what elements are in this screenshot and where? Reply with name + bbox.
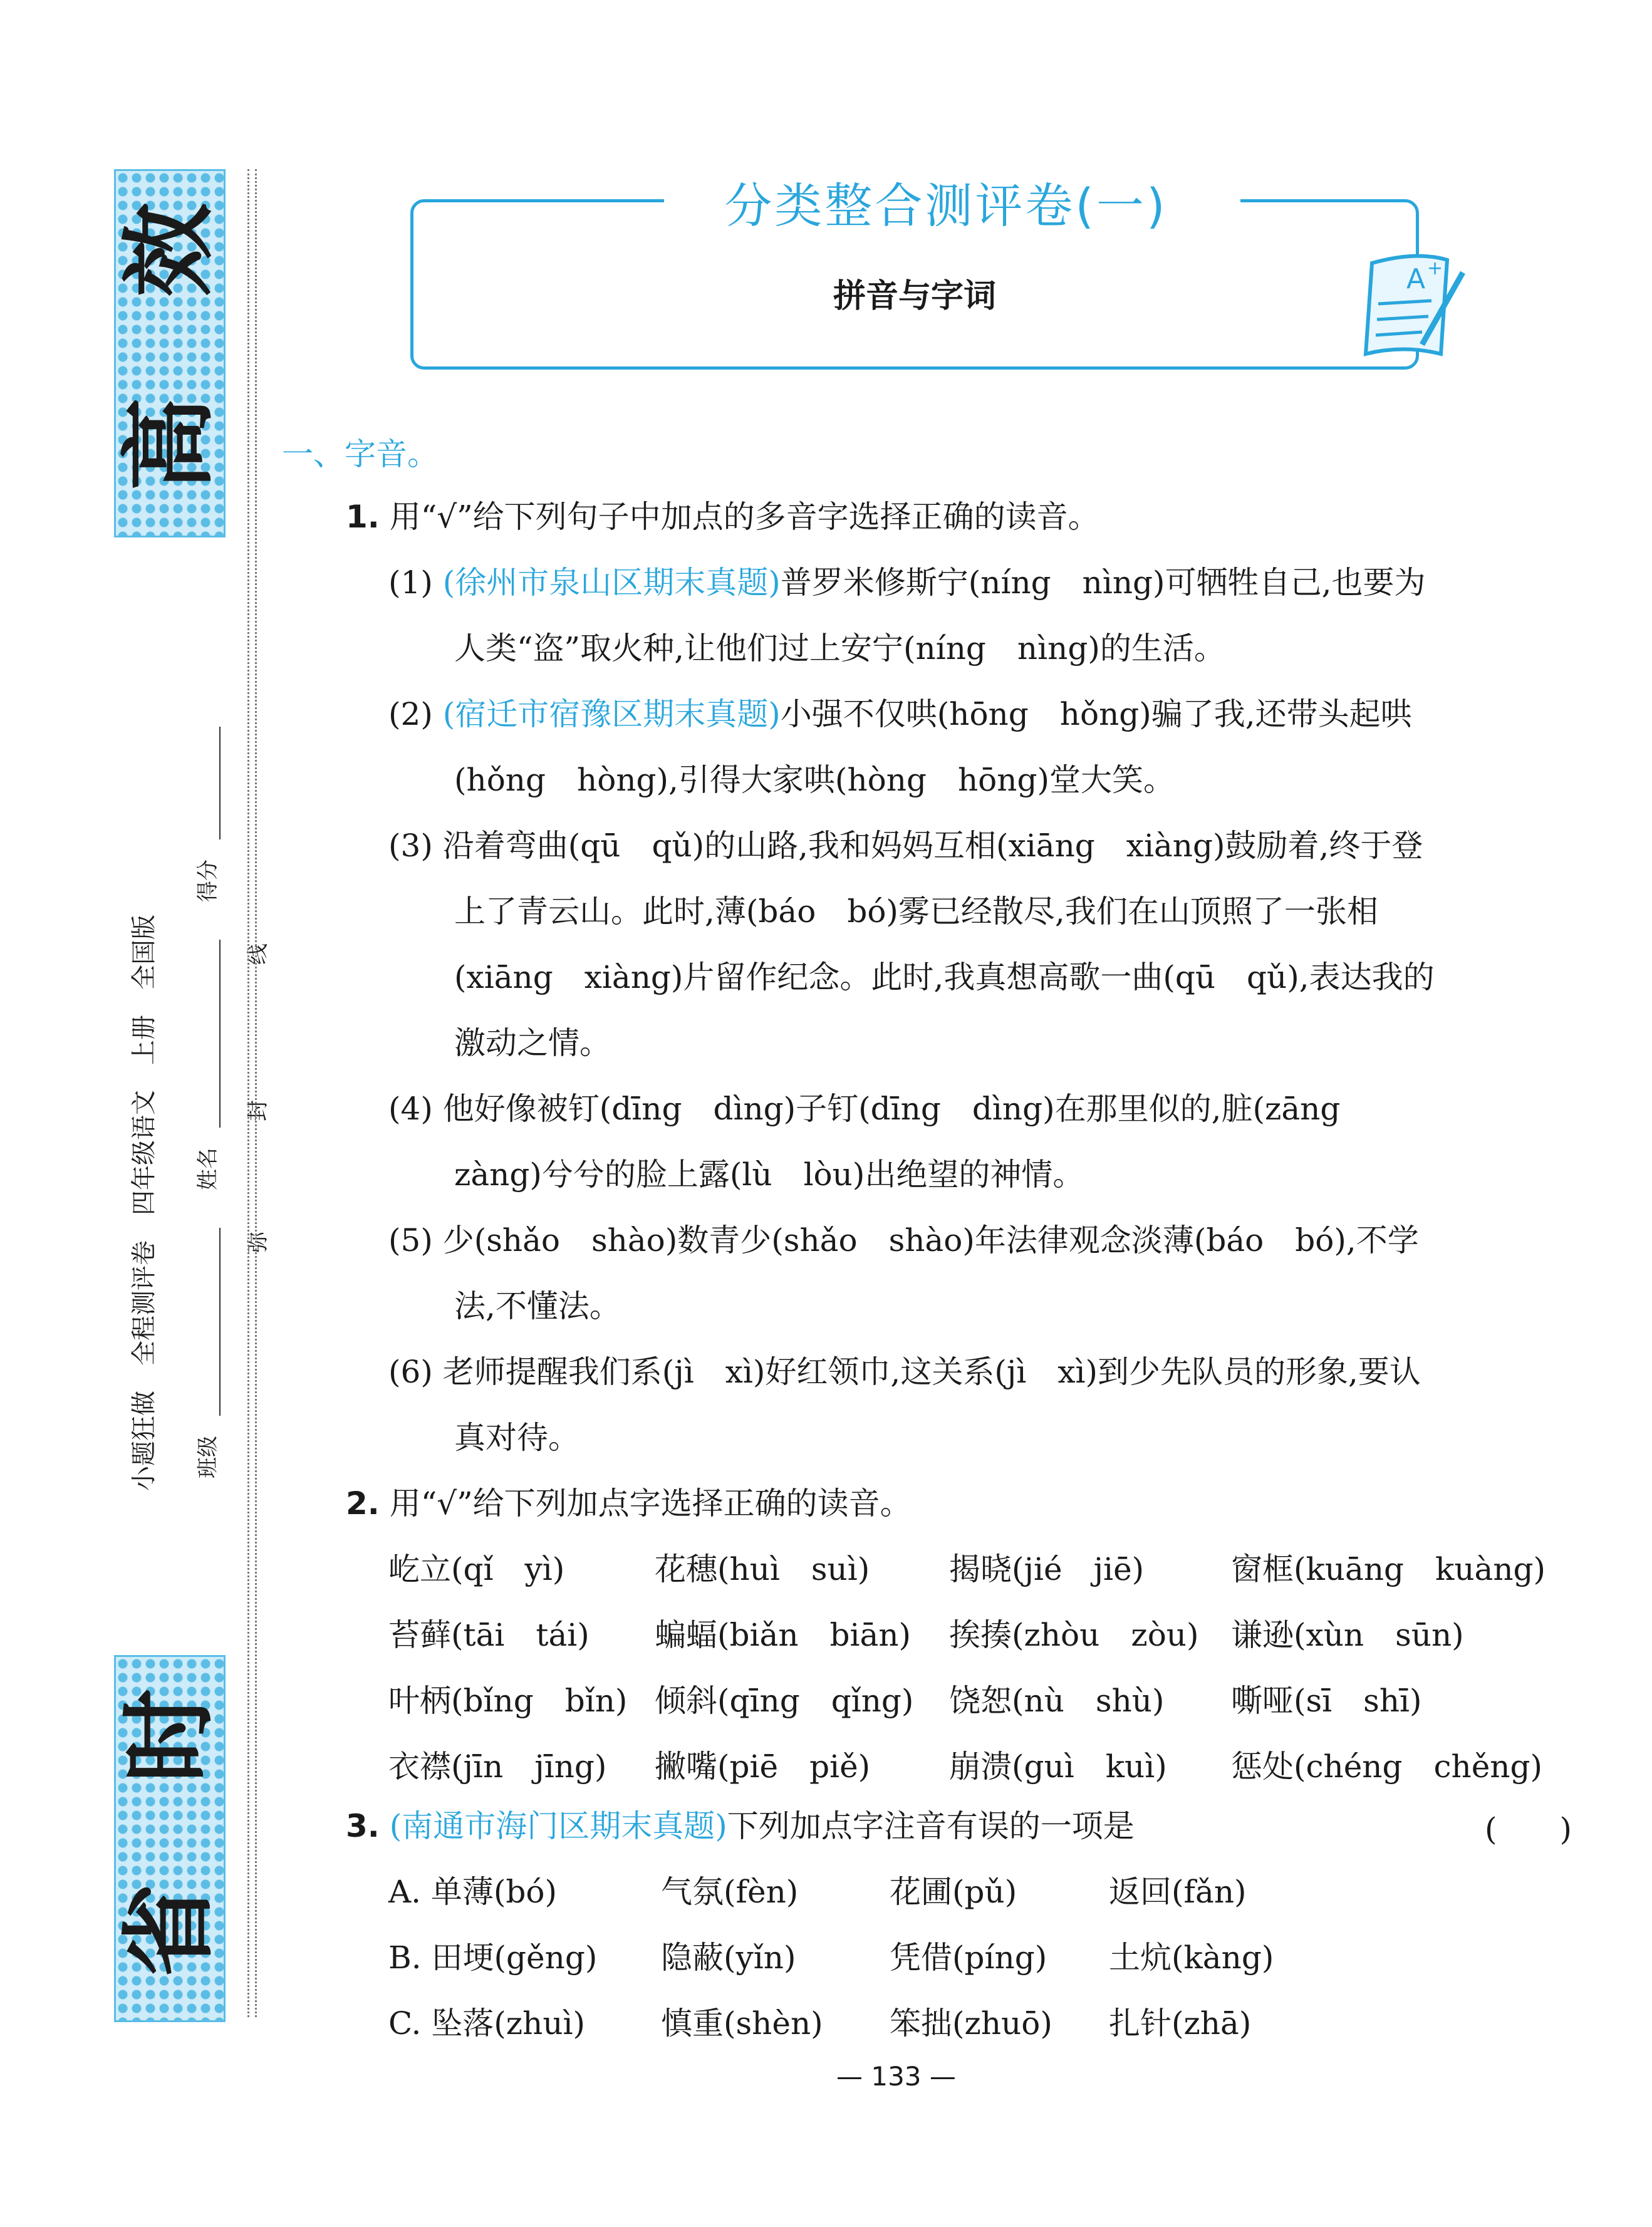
field-class-label: 班级 bbox=[195, 1436, 221, 1478]
field-name-label: 姓名 bbox=[195, 1148, 221, 1190]
seal-char: 线 bbox=[246, 943, 271, 965]
question-number: 1. bbox=[346, 499, 380, 535]
item-label: (4) bbox=[388, 1091, 433, 1127]
option-cell[interactable]: B. 田埂(gěng) bbox=[388, 1939, 598, 1976]
word-cell: 窗框(kuāng kuàng) bbox=[1231, 1551, 1546, 1587]
word-cell: 衣襟(jīn jīng) bbox=[388, 1748, 607, 1785]
seal-char: 封 bbox=[246, 1100, 271, 1121]
seal-char: 弥 bbox=[246, 1232, 271, 1253]
exam-paper-icon bbox=[1353, 238, 1478, 363]
question-text: 用“√”给下列句子中加点的多音字选择正确的读音。 bbox=[389, 499, 1099, 535]
q1-item-cont: 法,不懂法。 bbox=[454, 1288, 621, 1324]
option-cell[interactable]: C. 坠落(zhuì) bbox=[388, 2005, 586, 2042]
question-number: 2. bbox=[346, 1485, 380, 1522]
section-heading: 一、字音。 bbox=[282, 436, 439, 472]
source-tag: (南通市海门区期末真题) bbox=[389, 1808, 727, 1844]
seal-line bbox=[255, 169, 257, 2017]
option-cell: 慎重(shèn) bbox=[661, 2005, 823, 2042]
item-text: 老师提醒我们系(jì xì)好红领巾,这关系(jì xì)到少先队员的形象,要认 bbox=[442, 1354, 1421, 1390]
page-number: — 133 — bbox=[836, 2061, 956, 2092]
word-cell: 谦逊(xùn sūn) bbox=[1231, 1617, 1464, 1653]
word-cell: 揭晓(jié jiē) bbox=[949, 1551, 1145, 1587]
option-cell: 笨拙(zhuō) bbox=[890, 2005, 1052, 2042]
item-text: 他好像被钉(dīng dìng)子钉(dīng dìng)在那里似的,脏(zāng bbox=[442, 1091, 1341, 1127]
word-cell: 崩溃(guì kuì) bbox=[949, 1748, 1167, 1785]
field-score-label: 得分 bbox=[195, 859, 221, 902]
q1-item-cont: (hǒng hòng),引得大家哄(hòng hōng)堂大笑。 bbox=[454, 762, 1175, 798]
word-cell: 嘶哑(sī shī) bbox=[1231, 1683, 1422, 1719]
page-title: 分类整合测评卷(一) bbox=[724, 178, 1168, 234]
q1-item-cont: 激动之情。 bbox=[454, 1025, 611, 1061]
word-cell: 挨揍(zhòu zòu) bbox=[949, 1617, 1199, 1653]
page-subtitle: 拼音与字词 bbox=[833, 277, 997, 315]
series-title: 小题狂做 全程测评卷 四年级语文 上册 全国版 bbox=[130, 915, 158, 1491]
question-text: 下列加点字注音有误的一项是 bbox=[727, 1808, 1135, 1844]
option-cell: 隐蔽(yǐn) bbox=[661, 1939, 796, 1976]
q1-item-cont: zàng)兮兮的脸上露(lù lòu)出绝望的神情。 bbox=[454, 1156, 1084, 1193]
item-text: 普罗米修斯宁(níng nìng)可牺牲自己,也要为 bbox=[780, 564, 1426, 601]
word-cell: 叶柄(bǐng bǐn) bbox=[388, 1683, 628, 1719]
banner-char: 省 bbox=[115, 1883, 224, 1978]
option-cell: 土炕(kàng) bbox=[1109, 1939, 1274, 1976]
item-label: (6) bbox=[388, 1354, 433, 1390]
option-cell: 花圃(pǔ) bbox=[890, 1874, 1017, 1910]
q1-item bbox=[388, 692, 1412, 736]
item-label: (1) bbox=[388, 564, 433, 601]
item-label: (5) bbox=[388, 1222, 433, 1259]
item-label: (2) bbox=[388, 696, 433, 732]
q1-item bbox=[388, 1218, 1419, 1262]
option-cell: 凭借(píng) bbox=[890, 1939, 1047, 1976]
q1-item-cont: 上了青云山。此时,薄(báo bó)雾已经散尽,我们在山顶照了一张相 bbox=[454, 893, 1378, 930]
svg-text:A: A bbox=[1406, 263, 1426, 295]
question-text: 用“√”给下列加点字选择正确的读音。 bbox=[389, 1485, 912, 1522]
q1-item bbox=[388, 824, 1423, 868]
item-text: 小强不仅哄(hōng hǒng)骗了我,还带头起哄 bbox=[780, 696, 1412, 732]
banner-top bbox=[114, 169, 226, 537]
word-cell: 撇嘴(piē piě) bbox=[655, 1748, 871, 1785]
source-tag: (徐州市泉山区期末真题) bbox=[442, 564, 781, 601]
word-cell: 蝙蝠(biǎn biān) bbox=[655, 1617, 912, 1653]
banner-char: 效 bbox=[115, 203, 224, 298]
q1-item bbox=[388, 1350, 1421, 1394]
option-cell[interactable]: A. 单薄(bó) bbox=[388, 1874, 558, 1910]
q1-item-cont: 真对待。 bbox=[454, 1420, 579, 1456]
word-cell: 惩处(chéng chěng) bbox=[1231, 1748, 1543, 1785]
question-2-stem bbox=[346, 1482, 912, 1525]
banner-bottom bbox=[114, 1655, 226, 2022]
word-cell: 饶恕(nù shù) bbox=[949, 1683, 1165, 1719]
option-cell: 扎针(zhā) bbox=[1109, 2005, 1252, 2042]
banner-char: 高 bbox=[115, 397, 224, 492]
word-cell: 花穗(huì suì) bbox=[655, 1551, 870, 1587]
question-1-stem bbox=[346, 495, 1099, 539]
word-cell: 倾斜(qīng qǐng) bbox=[655, 1683, 914, 1719]
q1-item bbox=[388, 1087, 1340, 1131]
item-text: 少(shǎo shào)数青少(shǎo shào)年法律观念淡薄(báo bó),不学 bbox=[442, 1222, 1419, 1259]
banner-char: 时 bbox=[115, 1689, 224, 1783]
option-cell: 返回(fǎn) bbox=[1109, 1874, 1247, 1910]
field-name-line[interactable] bbox=[219, 940, 221, 1128]
source-tag: (宿迁市宿豫区期末真题) bbox=[442, 696, 781, 732]
item-text: 沿着弯曲(qū qǔ)的山路,我和妈妈互相(xiāng xiàng)鼓励着,终于登 bbox=[442, 828, 1423, 864]
word-cell: 屹立(qǐ yì) bbox=[388, 1551, 565, 1587]
question-number: 3. bbox=[346, 1808, 380, 1844]
q1-item bbox=[388, 561, 1425, 605]
word-cell: 苔藓(tāi tái) bbox=[388, 1617, 590, 1653]
option-cell: 气氛(fèn) bbox=[661, 1874, 799, 1910]
answer-blank[interactable]: ( ) bbox=[1485, 1811, 1572, 1847]
seal-line bbox=[247, 169, 249, 2017]
field-score-line[interactable] bbox=[219, 727, 221, 839]
item-label: (3) bbox=[388, 828, 433, 864]
svg-text:+: + bbox=[1427, 257, 1443, 279]
q1-item-cont: (xiāng xiàng)片留作纪念。此时,我真想高歌一曲(qū qǔ),表达我的 bbox=[454, 959, 1435, 995]
question-3-stem bbox=[346, 1804, 1135, 1848]
q1-item-cont: 人类“盗”取火种,让他们过上安宁(níng nìng)的生活。 bbox=[454, 630, 1225, 667]
field-class-line[interactable] bbox=[219, 1228, 221, 1416]
